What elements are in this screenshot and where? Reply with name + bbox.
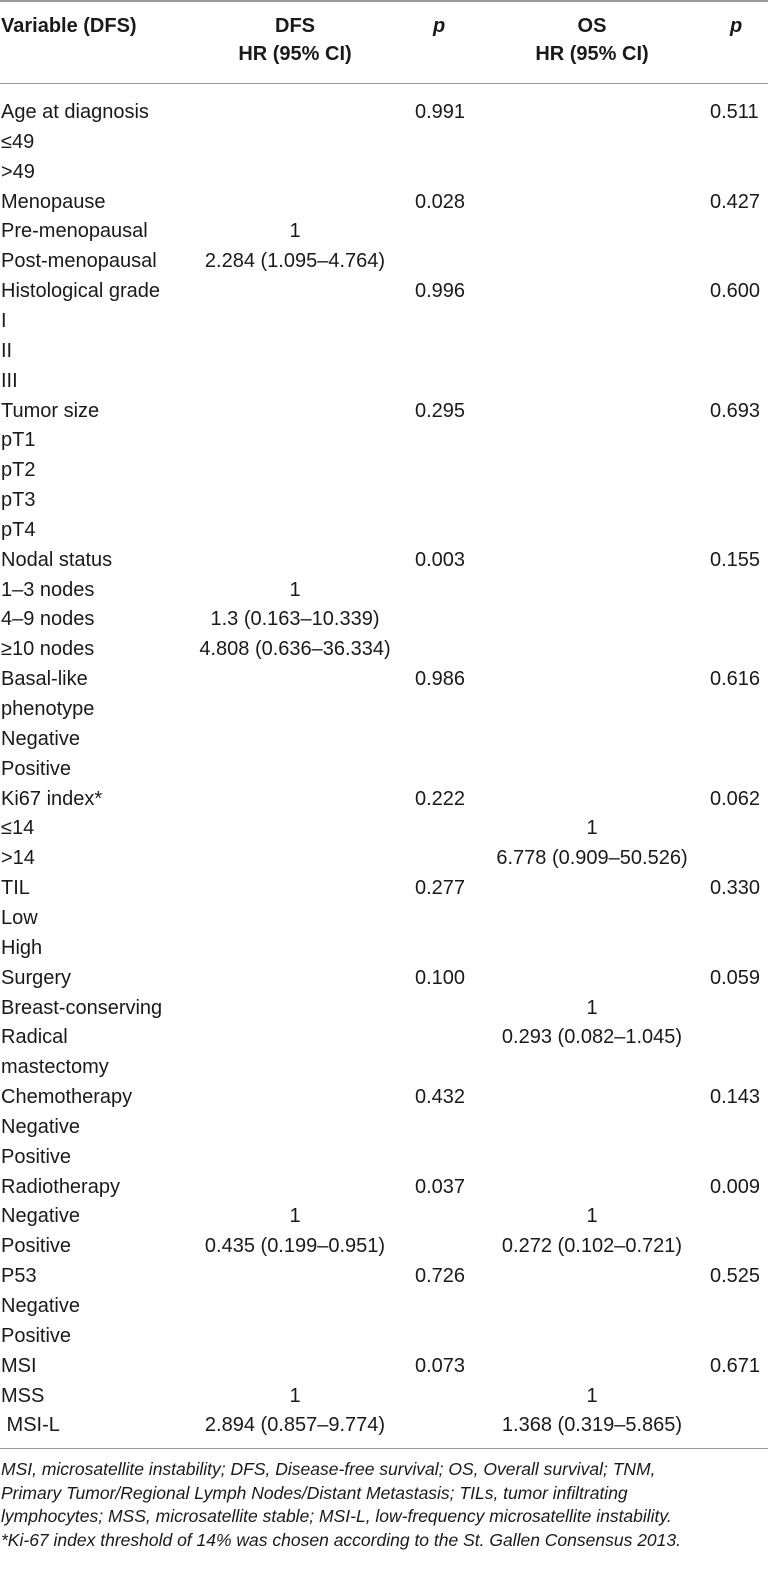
header-p-os bbox=[730, 12, 742, 40]
dfs-hr-cell: 1 bbox=[289, 1384, 301, 1407]
variable-cell: MSI-L bbox=[1, 1414, 60, 1437]
header-dfs bbox=[174, 12, 416, 68]
table-row bbox=[0, 1381, 772, 1411]
table-row bbox=[0, 1261, 772, 1291]
variable-cell: Basal-like bbox=[1, 668, 88, 691]
table-bottom-rule bbox=[0, 1448, 768, 1449]
table-row bbox=[0, 1082, 772, 1112]
variable-cell: P53 bbox=[1, 1265, 37, 1288]
table-row bbox=[0, 1052, 772, 1082]
footnote-line-3: lymphocytes; MSS, microsatellite stable; MSI-L, low-frequency microsatellite instability. bbox=[1, 1506, 672, 1527]
variable-cell: Breast-conserving bbox=[1, 996, 163, 1019]
table-row bbox=[0, 246, 772, 276]
variable-cell: 1–3 nodes bbox=[1, 578, 95, 601]
table-row bbox=[0, 873, 772, 903]
table-row bbox=[0, 1172, 772, 1202]
table-row bbox=[0, 1112, 772, 1142]
table-row bbox=[0, 1291, 772, 1321]
os-p-cell: 0.009 bbox=[710, 1175, 761, 1198]
os-p-cell: 0.062 bbox=[710, 787, 761, 810]
dfs-hr-cell: 1 bbox=[289, 220, 301, 243]
variable-cell: MSS bbox=[1, 1384, 45, 1407]
os-p-cell: 0.693 bbox=[710, 399, 761, 422]
header-p-os-label: p bbox=[730, 15, 743, 37]
table-row bbox=[0, 724, 772, 754]
header-dfs-line2: HR (95% CI) bbox=[238, 43, 352, 65]
variable-cell: I bbox=[1, 309, 7, 332]
footnote-line-1: MSI, microsatellite instability; DFS, Disease-free survival; OS, Overall survival; TNM, bbox=[1, 1459, 656, 1479]
variable-cell: Radical bbox=[1, 1026, 68, 1049]
variable-cell: phenotype bbox=[1, 698, 95, 720]
table-row bbox=[0, 1321, 772, 1351]
header-bottom-rule bbox=[0, 83, 768, 84]
table-row bbox=[0, 575, 772, 605]
variable-cell: ≤14 bbox=[1, 817, 35, 840]
variable-cell: Nodal status bbox=[1, 548, 113, 571]
os-p-cell: 0.616 bbox=[710, 668, 761, 691]
os-hr-cell: 0.272 (0.102–0.721) bbox=[501, 1235, 683, 1258]
variable-cell: Chemotherapy bbox=[1, 1086, 133, 1109]
variable-cell: mastectomy bbox=[1, 1056, 109, 1079]
dfs-hr-cell: 1.3 (0.163–10.339) bbox=[210, 608, 380, 631]
dfs-p-cell: 0.996 bbox=[415, 280, 466, 303]
header-dfs-line1: DFS bbox=[275, 15, 315, 37]
os-p-cell: 0.155 bbox=[710, 548, 761, 571]
table-row bbox=[0, 1022, 772, 1052]
variable-cell: Menopause bbox=[1, 190, 106, 213]
variable-cell: Negative bbox=[1, 727, 80, 750]
table-row bbox=[0, 366, 772, 396]
table-row bbox=[0, 216, 772, 246]
variable-cell: Low bbox=[1, 906, 38, 929]
header-p-dfs bbox=[433, 12, 445, 40]
variable-cell: Positive bbox=[1, 1324, 72, 1347]
table-row bbox=[0, 515, 772, 545]
variable-cell: III bbox=[1, 369, 18, 392]
variable-cell: Negative bbox=[1, 1115, 80, 1138]
variable-cell: Ki67 index* bbox=[1, 787, 103, 810]
os-p-cell: 0.671 bbox=[710, 1354, 761, 1377]
dfs-p-cell: 0.003 bbox=[415, 548, 466, 571]
variable-cell: Pre-menopausal bbox=[1, 220, 148, 243]
dfs-p-cell: 0.726 bbox=[415, 1265, 466, 1288]
table-row bbox=[0, 843, 772, 873]
os-p-cell: 0.330 bbox=[710, 877, 761, 900]
dfs-hr-cell: 2.284 (1.095–4.764) bbox=[204, 250, 386, 273]
variable-cell: Positive bbox=[1, 757, 72, 780]
variable-cell: pT4 bbox=[1, 518, 36, 541]
table-row bbox=[0, 1231, 772, 1261]
variable-cell: II bbox=[1, 339, 13, 362]
dfs-p-cell: 0.028 bbox=[415, 190, 466, 213]
os-hr-cell: 1 bbox=[586, 1384, 598, 1407]
table-row bbox=[0, 784, 772, 814]
variable-cell: Positive bbox=[1, 1235, 72, 1258]
dfs-p-cell: 0.277 bbox=[415, 877, 466, 900]
dfs-hr-cell: 4.808 (0.636–36.334) bbox=[199, 638, 391, 661]
header-variable-label: Variable (DFS) bbox=[1, 15, 137, 37]
table-row bbox=[0, 754, 772, 784]
variable-cell: 4–9 nodes bbox=[1, 608, 95, 631]
variable-cell: Surgery bbox=[1, 966, 72, 989]
variable-cell: Negative bbox=[1, 1205, 80, 1228]
variable-cell: ≤49 bbox=[1, 130, 35, 153]
variable-cell: MSI bbox=[1, 1354, 37, 1377]
table-footnote bbox=[1, 1458, 772, 1552]
dfs-p-cell: 0.991 bbox=[415, 101, 466, 123]
table-row bbox=[0, 694, 772, 724]
table-row bbox=[0, 903, 772, 933]
os-hr-cell: 1 bbox=[586, 817, 598, 840]
table-row bbox=[0, 664, 772, 694]
variable-cell: Negative bbox=[1, 1295, 80, 1317]
variable-cell: Histological grade bbox=[1, 280, 160, 303]
variable-cell: Post-menopausal bbox=[1, 250, 157, 273]
os-hr-cell: 1 bbox=[586, 996, 598, 1019]
table-row bbox=[0, 1142, 772, 1172]
footnote-line-4: *Ki-67 index threshold of 14% was chosen according to the St. Gallen Consensus 2013. bbox=[1, 1529, 681, 1550]
table-row bbox=[0, 127, 772, 157]
os-p-cell: 0.525 bbox=[710, 1265, 761, 1288]
variable-cell: Radiotherapy bbox=[1, 1175, 120, 1198]
table-top-rule bbox=[0, 0, 768, 2]
table-row bbox=[0, 396, 772, 426]
dfs-p-cell: 0.100 bbox=[415, 966, 466, 989]
os-p-cell: 0.059 bbox=[710, 966, 761, 989]
table-row bbox=[0, 1201, 772, 1231]
variable-cell: Tumor size bbox=[1, 399, 100, 422]
os-hr-cell: 6.778 (0.909–50.526) bbox=[496, 847, 688, 870]
table-row bbox=[0, 157, 772, 187]
table-row bbox=[0, 455, 772, 485]
dfs-p-cell: 0.986 bbox=[415, 668, 466, 691]
os-p-cell: 0.511 bbox=[710, 101, 759, 123]
header-os-line1: OS bbox=[577, 15, 607, 37]
variable-cell: ≥10 nodes bbox=[1, 638, 95, 661]
table-row bbox=[0, 604, 772, 634]
os-p-cell: 0.427 bbox=[710, 190, 761, 213]
table-row bbox=[0, 336, 772, 366]
header-os bbox=[470, 12, 714, 68]
variable-cell: pT3 bbox=[1, 489, 36, 512]
dfs-hr-cell: 1 bbox=[289, 578, 301, 601]
table-row bbox=[0, 425, 772, 455]
table-row bbox=[0, 813, 772, 843]
variable-cell: pT2 bbox=[1, 459, 36, 482]
os-hr-cell: 1 bbox=[586, 1205, 598, 1228]
dfs-p-cell: 0.432 bbox=[415, 1086, 466, 1109]
table-row bbox=[0, 1351, 772, 1381]
dfs-hr-cell: 0.435 (0.199–0.951) bbox=[204, 1235, 386, 1258]
os-p-cell: 0.143 bbox=[710, 1086, 761, 1109]
dfs-p-cell: 0.222 bbox=[415, 787, 466, 810]
table-row bbox=[0, 187, 772, 217]
header-os-line2: HR (95% CI) bbox=[535, 43, 649, 65]
dfs-hr-cell: 1 bbox=[289, 1205, 301, 1228]
dfs-hr-cell: 2.894 (0.857–9.774) bbox=[204, 1414, 386, 1437]
header-variable bbox=[1, 12, 137, 40]
variable-cell: pT1 bbox=[1, 429, 36, 452]
dfs-p-cell: 0.037 bbox=[415, 1175, 466, 1198]
variable-cell: TIL bbox=[1, 877, 30, 900]
os-p-cell: 0.600 bbox=[710, 280, 761, 303]
variable-cell: >14 bbox=[1, 847, 35, 870]
table-row bbox=[0, 97, 772, 127]
table-row bbox=[0, 963, 772, 993]
dfs-p-cell: 0.295 bbox=[415, 399, 466, 422]
variable-cell: Positive bbox=[1, 1145, 72, 1168]
header-p-dfs-label: p bbox=[433, 15, 446, 37]
os-hr-cell: 0.293 (0.082–1.045) bbox=[501, 1026, 683, 1049]
variable-cell: >49 bbox=[1, 160, 35, 183]
table-row bbox=[0, 545, 772, 575]
table-row bbox=[0, 1410, 772, 1440]
table-row bbox=[0, 993, 772, 1023]
os-hr-cell: 1.368 (0.319–5.865) bbox=[501, 1414, 683, 1437]
table-row bbox=[0, 485, 772, 515]
table-row bbox=[0, 306, 772, 336]
table-row bbox=[0, 933, 772, 963]
variable-cell: High bbox=[1, 936, 43, 959]
dfs-p-cell: 0.073 bbox=[415, 1354, 466, 1377]
table-row bbox=[0, 276, 772, 306]
table-row bbox=[0, 634, 772, 664]
footnote-line-2: Primary Tumor/Regional Lymph Nodes/Distant Metastasis; TILs, tumor infiltrating bbox=[1, 1482, 628, 1503]
variable-cell: Age at diagnosis bbox=[1, 101, 149, 123]
